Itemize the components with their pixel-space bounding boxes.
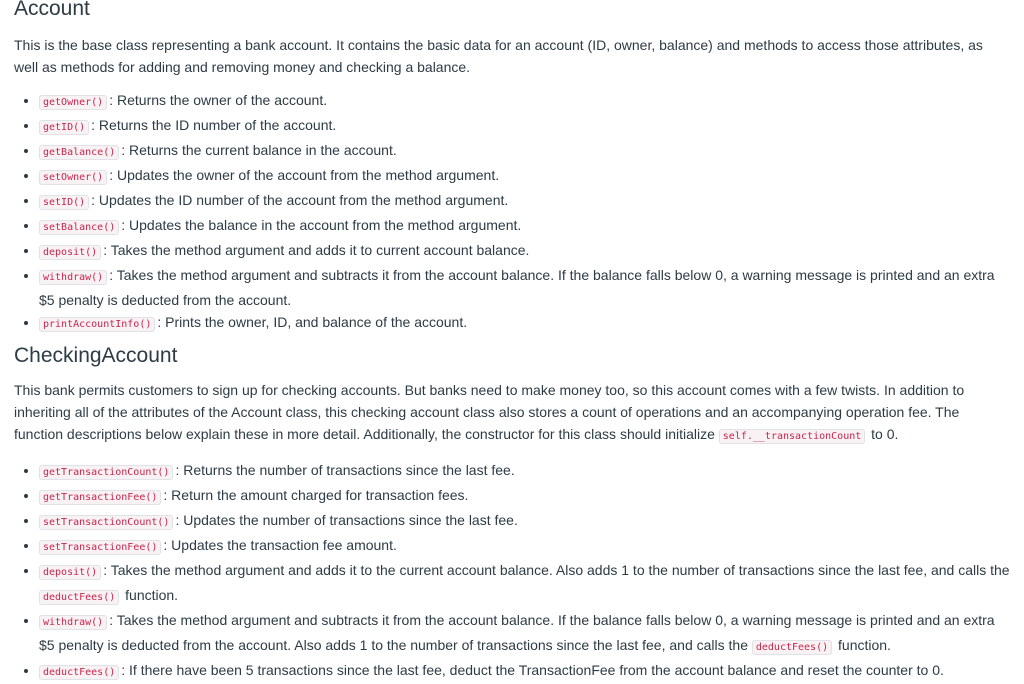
method-description: : Updates the owner of the account from the method argument. (109, 167, 500, 183)
method-description: : Updates the balance in the account from the method argument. (121, 217, 522, 233)
method-item-getbalance (39, 139, 1010, 164)
account-description: This is the base class representing a bank account. It contains the basic data for an account (ID, owner, balance) and methods to access those attributes, as well as methods for adding and removing money and checking a balance. (14, 37, 983, 75)
method-item-setowner (39, 164, 1010, 189)
method-code: setTransactionFee() (39, 540, 161, 555)
method-code: getTransactionFee() (39, 490, 161, 505)
method-item-setid (39, 189, 1010, 214)
method-code: getTransactionCount() (39, 465, 173, 480)
method-code: printAccountInfo() (39, 317, 155, 332)
method-code: setOwner() (39, 170, 107, 185)
method-item-gettransactionfee (39, 484, 1010, 509)
method-item-gettransactioncount (39, 459, 1010, 484)
method-code: getBalance() (39, 145, 119, 160)
account-method-list (14, 89, 1010, 336)
method-code: getID() (39, 120, 89, 135)
inline-code: deductFees() (752, 640, 832, 655)
method-description: : If there have been 5 transactions since the last fee, deduct the TransactionFee from the account balance and reset the counter to 0. (121, 662, 944, 678)
method-description: : Returns the number of transactions since the last fee. (175, 462, 515, 478)
method-item-checking-withdraw (39, 609, 1010, 659)
method-description: : Return the amount charged for transaction fees. (163, 487, 469, 503)
checking-description-text: This bank permits customers to sign up for checking accounts. But banks need to make money too, so this account comes with a few twists. In addition to inheriting all of the attributes of the Account class, this checking account class also stores a count of operations and an accompanying operation fee. The function descriptions below explain these in more detail. Additionally, the constructor for this class should initialize (14, 382, 965, 442)
method-code: setTransactionCount() (39, 515, 173, 530)
method-description: : Returns the ID number of the account. (91, 117, 337, 133)
method-item-printaccountinfo (39, 311, 1010, 336)
method-code: deposit() (39, 245, 101, 260)
method-item-getowner (39, 89, 1010, 114)
method-description-end: function. (834, 637, 891, 653)
method-description: : Takes the method argument and subtracts it from the account balance. If the balance falls below 0, a warning message is printed and an extra $5 penalty is deducted from the account. Also adds 1 to the number of transactions since the last fee, and calls the (39, 612, 995, 653)
method-description: : Updates the transaction fee amount. (163, 537, 397, 553)
method-code: deductFees() (39, 665, 119, 680)
method-description: : Updates the number of transactions since the last fee. (175, 512, 518, 528)
checking-method-list (14, 459, 1010, 684)
method-description: : Prints the owner, ID, and balance of the account. (157, 314, 468, 330)
method-description: : Updates the ID number of the account from the method argument. (91, 192, 509, 208)
method-description: : Takes the method argument and adds it to current account balance. (103, 242, 530, 258)
method-code: getOwner() (39, 95, 107, 110)
checking-heading: CheckingAccount (14, 344, 178, 367)
inline-code: deductFees() (39, 590, 119, 605)
inline-code: self.__transactionCount (719, 429, 865, 444)
method-item-checking-deposit (39, 559, 1010, 609)
method-description-end: function. (121, 587, 179, 603)
method-code: withdraw() (39, 270, 107, 285)
method-item-settransactioncount (39, 509, 1010, 534)
method-description: : Takes the method argument and subtracts it from the account balance. If the balance falls below 0, a warning message is printed and an extra $5 penalty is deducted from the account. (39, 267, 995, 308)
method-code: setBalance() (39, 220, 119, 235)
method-item-deductfees (39, 659, 1010, 684)
method-item-setbalance (39, 214, 1010, 239)
method-code: withdraw() (39, 615, 107, 630)
method-item-settransactionfee (39, 534, 1010, 559)
method-code: deposit() (39, 565, 101, 580)
method-item-deposit (39, 239, 1010, 264)
account-heading: Account (14, 0, 90, 20)
method-item-withdraw (39, 264, 1010, 311)
method-code: setID() (39, 195, 89, 210)
method-description: : Returns the owner of the account. (109, 92, 328, 108)
checking-description-end: to 0. (867, 426, 899, 442)
method-item-getid (39, 114, 1010, 139)
method-description: : Returns the current balance in the account. (121, 142, 397, 158)
checking-description (14, 379, 1010, 448)
method-description: : Takes the method argument and adds it to the current account balance. Also adds 1 to the number of transactions since the last fee, and calls the (103, 562, 1010, 578)
